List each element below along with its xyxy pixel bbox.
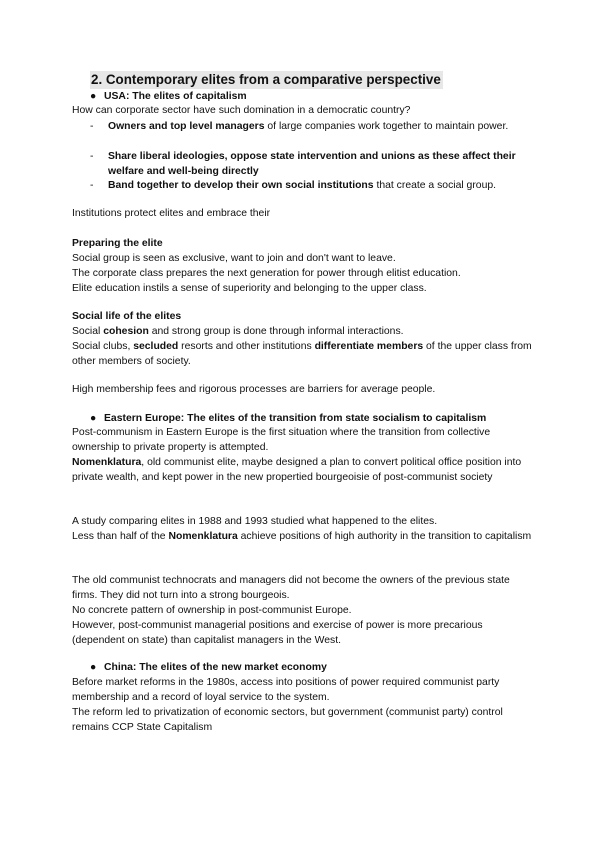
- usa-point-2: - Share liberal ideologies, oppose state intervention and unions as these affect their welfare and well-being directly: [90, 151, 516, 177]
- membership-line: High membership fees and rigorous processes are barriers for average people.: [72, 384, 436, 395]
- institutions-line: Institutions protect elites and embrace their: [72, 208, 271, 219]
- bullet-dot-icon: ●: [90, 662, 97, 673]
- bullet-usa: [90, 89, 247, 104]
- usa-point-1: - Owners and top level managers of large companies work together to maintain power.: [90, 121, 509, 132]
- social-title: Social life of the elites: [72, 311, 182, 322]
- bullet-dot-icon: ●: [90, 91, 97, 102]
- section-heading: 2. Contemporary elites from a comparative perspective: [91, 72, 441, 87]
- eastern-title: Eastern Europe: The elites of the transition from state socialism to capitalism: [104, 413, 487, 424]
- preparing-section: Preparing the elite Social group is seen as exclusive, want to join and don't want to leave. The corporate class prepares the next generation for power through elitist education. Elite education instils a sense of superiority and belonging to the upper class.: [72, 236, 532, 296]
- eastern-para-3: The old communist technocrats and managers did not become the owners of the previous state firms. They did not turn into a strong bourgeois. No concrete pattern of ownership in post-communist Europe. However, post-communist managerial positions and exercise of power is more precarious (dependent on state) than capitalist managers in the West.: [72, 575, 510, 646]
- usa-point-3: - Band together to develop their own social institutions that create a social group.: [90, 180, 497, 191]
- preparing-title: Preparing the elite: [72, 238, 163, 249]
- usa-question: How can corporate sector have such domination in a democratic country?: [72, 105, 411, 116]
- eastern-para-2: A study comparing elites in 1988 and 1993 studied what happened to the elites. Less than half of the Nomenklatura achieve positions of high authority in the transition to capitalism: [72, 516, 532, 542]
- bullet-china: [90, 660, 327, 675]
- usa-title: USA: The elites of capitalism: [104, 91, 247, 102]
- china-para: Before market reforms in the 1980s, access into positions of power required communist party membership and a record of loyal service to the system. The reform led to privatization of economic sectors, but government (communist party) control remains CCP State Capitalism: [72, 677, 503, 733]
- china-title: China: The elites of the new market economy: [104, 662, 327, 673]
- social-section: Social life of the elites Social cohesion and strong group is done through informal interactions. Social clubs, secluded resorts and other institutions differentiate members of the upper class from other members of society.: [72, 311, 532, 367]
- bullet-dot-icon: ●: [90, 413, 97, 424]
- eastern-para-1: Post-communism in Eastern Europe is the first situation where the transition from collective ownership to private property is attempted. Nomenklatura, old communist elite, maybe designed a plan to convert political office position into private wealth, and kept power in the new propertied bourgeoisie of post-communist society: [72, 427, 522, 483]
- bullet-eastern-europe: [90, 411, 486, 426]
